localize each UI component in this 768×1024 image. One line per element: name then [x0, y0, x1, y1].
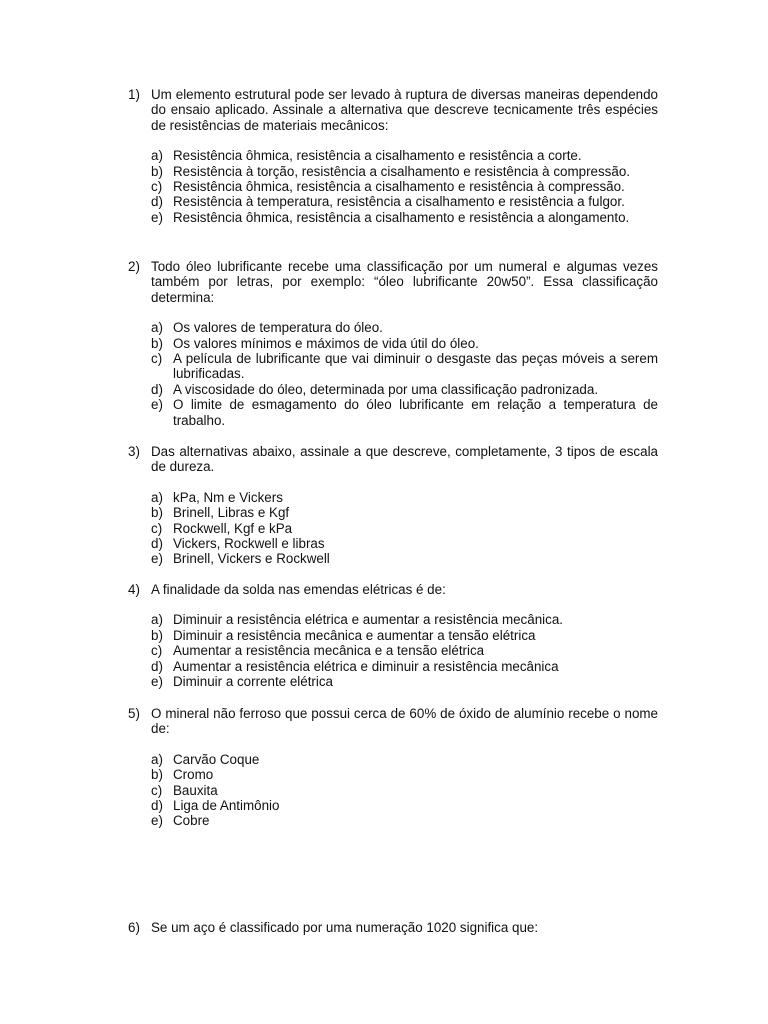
option-letter: d) [151, 381, 163, 397]
option-c [128, 783, 658, 798]
option-letter: e) [151, 674, 163, 690]
option-text: Aumentar a resistência elétrica e diminuir a resistência mecânica [173, 658, 559, 674]
option-text: Brinell, Libras e Kgf [173, 505, 290, 521]
option-text: Resistência à temperatura, resistência a cisalhamento e resistência a fulgor. [173, 194, 625, 210]
option-letter: d) [151, 536, 163, 552]
option-text: Resistência ôhmica, resistência a cisalhamento e resistência a alongamento. [173, 209, 630, 225]
option-e [128, 551, 658, 566]
options-list [128, 612, 658, 689]
question-number: 4) [128, 582, 140, 597]
question-text: O mineral não ferroso que possui cerca de 60% de óxido de alumínio recebe o nome de: [151, 706, 658, 737]
question-number: 3) [128, 444, 140, 459]
question-number: 1) [128, 87, 140, 102]
option-letter: b) [151, 335, 163, 351]
options-list [128, 148, 658, 225]
question-2 [128, 259, 658, 428]
option-a [128, 148, 658, 163]
option-a [128, 320, 658, 335]
option-d [128, 798, 658, 813]
option-text: Aumentar a resistência mecânica e a tensão elétrica [173, 643, 485, 659]
question-text: Se um aço é classificado por uma numeração 1020 significa que: [151, 920, 539, 935]
option-c [128, 521, 658, 536]
question-number: 5) [128, 706, 140, 721]
option-text: Resistência ôhmica, resistência a cisalhamento e resistência à compressão. [173, 179, 625, 195]
option-text: Resistência ôhmica, resistência a cisalhamento e resistência a corte. [173, 148, 582, 164]
option-text: Os valores de temperatura do óleo. [173, 320, 383, 336]
question-1 [128, 87, 658, 225]
options-list [128, 320, 658, 428]
option-c [128, 179, 658, 194]
option-text: Diminuir a resistência mecânica e aumentar a tensão elétrica [173, 627, 536, 643]
option-b [128, 505, 658, 520]
option-c [128, 643, 658, 658]
option-letter: a) [151, 489, 163, 505]
option-e [128, 210, 658, 225]
option-letter: a) [151, 751, 163, 767]
option-letter: d) [151, 194, 163, 210]
option-text: Vickers, Rockwell e libras [173, 536, 325, 552]
question-text: Um elemento estrutural pode ser levado à ruptura de diversas maneiras dependendo do ensaio aplicado. Assinale a alternativa que descreve tecnicamente três espécies de resistências de materiais mecânicos: [151, 87, 658, 133]
option-text: Liga de Antimônio [173, 798, 280, 814]
question-6 [128, 920, 658, 935]
option-text: O limite de esmagamento do óleo lubrificante em relação a temperatura de trabalho. [173, 397, 658, 428]
option-letter: e) [151, 209, 163, 225]
option-e [128, 674, 658, 689]
option-a [128, 752, 658, 767]
option-b [128, 628, 658, 643]
option-e [128, 813, 658, 828]
option-text: Cobre [173, 813, 210, 829]
option-letter: e) [151, 397, 163, 413]
option-text: Resistência à torção, resistência a cisalhamento e resistência à compressão. [173, 163, 630, 179]
option-letter: e) [151, 813, 163, 829]
option-letter: c) [151, 520, 163, 536]
option-letter: a) [151, 320, 163, 336]
option-b [128, 336, 658, 351]
option-c [128, 351, 658, 382]
option-b [128, 767, 658, 782]
option-letter: a) [151, 148, 163, 164]
option-text: Bauxita [173, 782, 218, 798]
question-text: Das alternativas abaixo, assinale a que descreve, completamente, 3 tipos de escala de dureza. [151, 444, 658, 475]
option-e [128, 397, 658, 428]
option-letter: c) [151, 643, 163, 659]
question-4 [128, 582, 658, 689]
question-number: 6) [128, 920, 140, 935]
option-text: Carvão Coque [173, 751, 260, 767]
option-letter: b) [151, 767, 163, 783]
options-list [128, 490, 658, 567]
option-text: kPa, Nm e Vickers [173, 489, 283, 505]
option-text: Rockwell, Kgf e kPa [173, 520, 293, 536]
option-letter: c) [151, 351, 163, 367]
option-text: Os valores mínimos e máximos de vida útil do óleo. [173, 335, 479, 351]
option-letter: d) [151, 658, 163, 674]
option-letter: c) [151, 179, 163, 195]
option-text: A película de lubrificante que vai diminuir o desgaste das peças móveis a serem lubrificadas. [173, 351, 658, 382]
option-text: Diminuir a resistência elétrica e aumentar a resistência mecânica. [173, 612, 563, 628]
option-letter: b) [151, 627, 163, 643]
option-text: Brinell, Vickers e Rockwell [173, 551, 330, 567]
option-letter: a) [151, 612, 163, 628]
question-number: 2) [128, 259, 140, 274]
option-text: A viscosidade do óleo, determinada por uma classificação padronizada. [173, 381, 599, 397]
option-text: Cromo [173, 767, 214, 783]
option-d [128, 536, 658, 551]
option-letter: e) [151, 551, 163, 567]
option-b [128, 164, 658, 179]
option-d [128, 382, 658, 397]
option-a [128, 490, 658, 505]
question-5 [128, 706, 658, 829]
option-d [128, 659, 658, 674]
question-3 [128, 444, 658, 567]
options-list [128, 752, 658, 829]
option-a [128, 612, 658, 627]
option-letter: b) [151, 505, 163, 521]
question-text: Todo óleo lubrificante recebe uma classificação por um numeral e algumas vezes também por letras, por exemplo: “óleo lubrificante 20w50”. Essa classificação determina: [151, 259, 658, 305]
option-letter: d) [151, 798, 163, 814]
option-letter: b) [151, 163, 163, 179]
option-d [128, 194, 658, 209]
question-text: A finalidade da solda nas emendas elétricas é de: [151, 582, 446, 597]
option-text: Diminuir a corrente elétrica [173, 674, 334, 690]
option-letter: c) [151, 782, 163, 798]
